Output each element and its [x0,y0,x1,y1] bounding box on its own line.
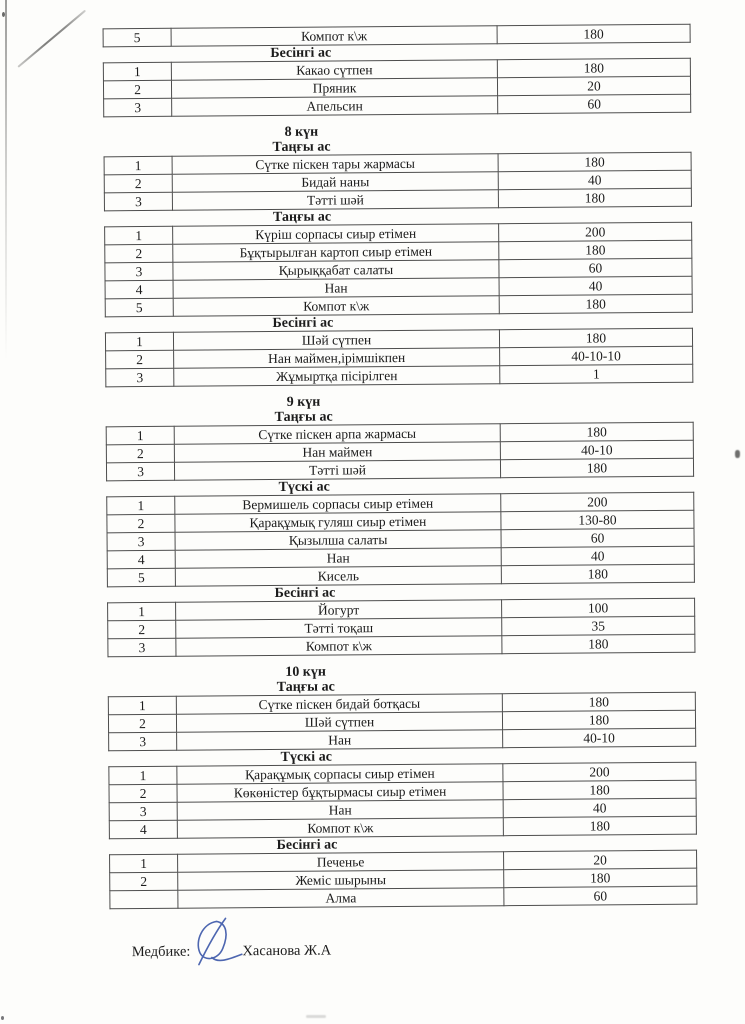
signature-row [132,943,332,962]
portion-grams-cell: 130-80 [501,510,694,530]
row-number-cell: 3 [106,462,174,481]
portion-grams-cell: 180 [499,294,692,314]
portion-grams-cell: 180 [503,816,696,836]
row-number-cell: 2 [103,80,171,99]
menu-table [105,328,693,388]
table-row [107,564,694,587]
meal-header: Таңғы ас [272,139,331,155]
meal-header: Бесінгі ас [274,585,336,601]
row-number-cell: 1 [106,426,174,445]
row-number-cell: 1 [107,496,175,515]
dish-name-cell: Тәтті шәй [172,190,498,211]
portion-grams-cell: 100 [502,598,695,618]
dish-name-cell: Нан [173,278,499,299]
meal-header: Таңғы ас [274,409,333,425]
menu-table [104,222,693,318]
dish-name-cell: Қызылша салаты [175,530,501,551]
row-number-cell: 2 [108,714,176,733]
meal-header: Таңғы ас [276,679,335,695]
portion-grams-cell: 40 [503,798,696,818]
row-number-cell: 2 [107,514,175,533]
table-row [104,188,691,211]
day-header: 8 күн [284,124,319,140]
dish-name-cell: Кисель [175,566,501,587]
meal-header: Түскі ас [278,479,330,495]
portion-grams-cell: 180 [499,328,692,348]
day-header: 10 күн [285,664,326,680]
row-number-cell: 1 [108,602,176,621]
menu-table [108,762,697,840]
menu-table [104,152,692,212]
dish-name-cell: Сүтке піскен арпа жармасы [174,424,500,445]
portion-grams-cell: 200 [499,222,692,242]
portion-grams-cell: 40 [499,276,692,296]
dish-name-cell: Пряник [171,78,497,99]
signature-name: Хасанова Ж.А [242,942,332,960]
portion-grams-cell: 180 [502,710,695,730]
menu-table [108,692,696,752]
table-row [108,634,695,657]
row-number-cell: 3 [105,262,173,281]
dish-name-cell: Алма [178,888,504,909]
dish-name-cell: Шәй сүтпен [173,330,499,351]
row-number-cell: 3 [104,98,172,117]
row-number-cell: 2 [108,620,176,639]
signature-label: Медбике: [131,943,191,961]
meal-header: Бесінгі ас [272,315,334,332]
dish-name-cell: Бұқтырылған картоп сиыр етімен [173,242,499,263]
dish-name-cell: Қарақұмық сорпасы сиыр етімен [177,764,503,785]
dish-name-cell: Йогурт [176,600,502,621]
dish-name-cell: Тәтті тоқаш [176,618,502,639]
dish-name-cell: Бидай наны [172,172,498,193]
portion-grams-cell: 180 [497,58,690,78]
row-number-cell: 5 [107,568,175,587]
row-number-cell: 2 [104,174,172,193]
portion-grams-cell: 20 [497,76,690,96]
row-number-cell: 3 [104,192,172,211]
dish-name-cell: Қарақұмық гуляш сиыр етімен [175,512,501,533]
row-number-cell: 2 [106,444,174,463]
portion-grams-cell: 1 [500,364,693,384]
day-header: 9 күн [286,394,321,410]
dish-name-cell: Компот к\ж [173,296,499,317]
menu-table [106,422,694,482]
dish-name-cell: Сүтке піскен бидай ботқасы [176,694,502,715]
dish-name-cell: Көкөністер бұқтырмасы сиыр етімен [177,782,503,803]
dish-name-cell: Қырыққабат салаты [173,260,499,281]
paper-edge-shadow [5,0,7,360]
scan-speck [1,1016,4,1020]
dish-name-cell: Жеміс шырыны [178,870,504,891]
row-number-cell: 5 [103,28,171,47]
row-number-cell: 4 [109,820,177,839]
scan-smudge [306,1015,326,1018]
table-row [109,816,696,839]
table-row [109,728,696,751]
portion-grams-cell: 200 [503,762,696,782]
dish-name-cell: Нан [177,730,503,751]
portion-grams-cell: 180 [501,564,694,584]
meal-header: Таңғы ас [272,209,332,225]
table-row [106,364,693,387]
dish-name-cell: Печенье [178,852,504,873]
dish-name-cell: Компот к\ж [171,26,497,47]
table-row [105,294,692,317]
portion-grams-cell: 60 [504,886,697,906]
row-number-cell: 1 [105,226,173,245]
row-number-cell: 1 [108,696,176,715]
row-number-cell: 3 [107,532,175,551]
row-number-cell: 1 [103,62,171,81]
portion-grams-cell: 200 [501,492,694,512]
portion-grams-cell: 180 [504,868,697,888]
row-number-cell: 1 [109,766,177,785]
dish-name-cell: Нан [175,548,501,569]
document-content [103,24,700,961]
dish-name-cell: Тәтті шәй [174,460,500,481]
portion-grams-cell: 35 [502,616,695,636]
meal-header: Бесінгі ас [276,837,338,853]
row-number-cell: 1 [104,156,172,175]
menu-table [103,58,691,118]
portion-grams-cell: 180 [503,780,696,800]
dish-name-cell: Жұмыртқа пісірілген [174,366,500,387]
row-number-cell [110,890,178,909]
portion-grams-cell: 180 [500,458,693,478]
portion-grams-cell: 180 [500,422,693,442]
row-number-cell: 2 [105,244,173,263]
dish-name-cell: Күріш сорпасы сиыр етімен [173,224,499,245]
table-row [106,458,693,481]
menu-table [103,24,691,48]
portion-grams-cell: 60 [501,528,694,548]
portion-grams-cell: 180 [497,24,690,44]
row-number-cell: 3 [108,638,176,657]
paper-crease-mark [17,10,86,68]
row-number-cell: 1 [105,332,173,351]
row-number-cell: 2 [110,872,178,891]
dish-name-cell: Нан маймен,ірімшікпен [174,348,500,369]
dish-name-cell: Шәй сүтпен [176,712,502,733]
portion-grams-cell: 60 [499,258,692,278]
portion-grams-cell: 40-10-10 [500,346,693,366]
dish-name-cell: Какао сүтпен [171,60,497,81]
table-row [103,24,690,47]
meal-header: Түскі ас [280,749,332,765]
table-row [110,886,697,909]
menu-table [106,492,695,588]
row-number-cell: 3 [109,732,177,751]
dish-name-cell: Сүтке піскен тары жармасы [172,154,498,175]
portion-grams-cell: 40-10 [500,440,693,460]
portion-grams-cell: 60 [498,94,691,114]
meal-header: Бесінгі ас [270,45,332,62]
signature-scribble-icon [184,914,246,970]
scan-speck [2,12,5,17]
portion-grams-cell: 180 [502,634,695,654]
dish-name-cell: Вермишель сорпасы сиыр етімен [175,494,501,515]
dish-name-cell: Апельсин [172,96,498,117]
menu-table [107,598,695,658]
dish-name-cell: Компот к\ж [176,636,502,657]
scan-speck [735,450,740,458]
portion-grams-cell: 40-10 [503,728,696,748]
row-number-cell: 5 [105,298,173,317]
dish-name-cell: Нан [177,800,503,821]
table-row [104,94,691,117]
row-number-cell: 4 [107,550,175,569]
portion-grams-cell: 180 [499,240,692,260]
portion-grams-cell: 40 [501,546,694,566]
row-number-cell: 3 [109,802,177,821]
portion-grams-cell: 180 [498,188,691,208]
portion-grams-cell: 20 [504,850,697,870]
portion-grams-cell: 180 [502,692,695,712]
row-number-cell: 4 [105,280,173,299]
menu-table [109,850,697,910]
row-number-cell: 2 [109,784,177,803]
portion-grams-cell: 180 [498,152,691,172]
dish-name-cell: Нан маймен [174,442,500,463]
dish-name-cell: Компот к\ж [177,818,503,839]
row-number-cell: 3 [106,368,174,387]
portion-grams-cell: 40 [498,170,691,190]
menu-blocks [103,24,700,910]
row-number-cell: 1 [110,854,178,873]
row-number-cell: 2 [106,350,174,369]
